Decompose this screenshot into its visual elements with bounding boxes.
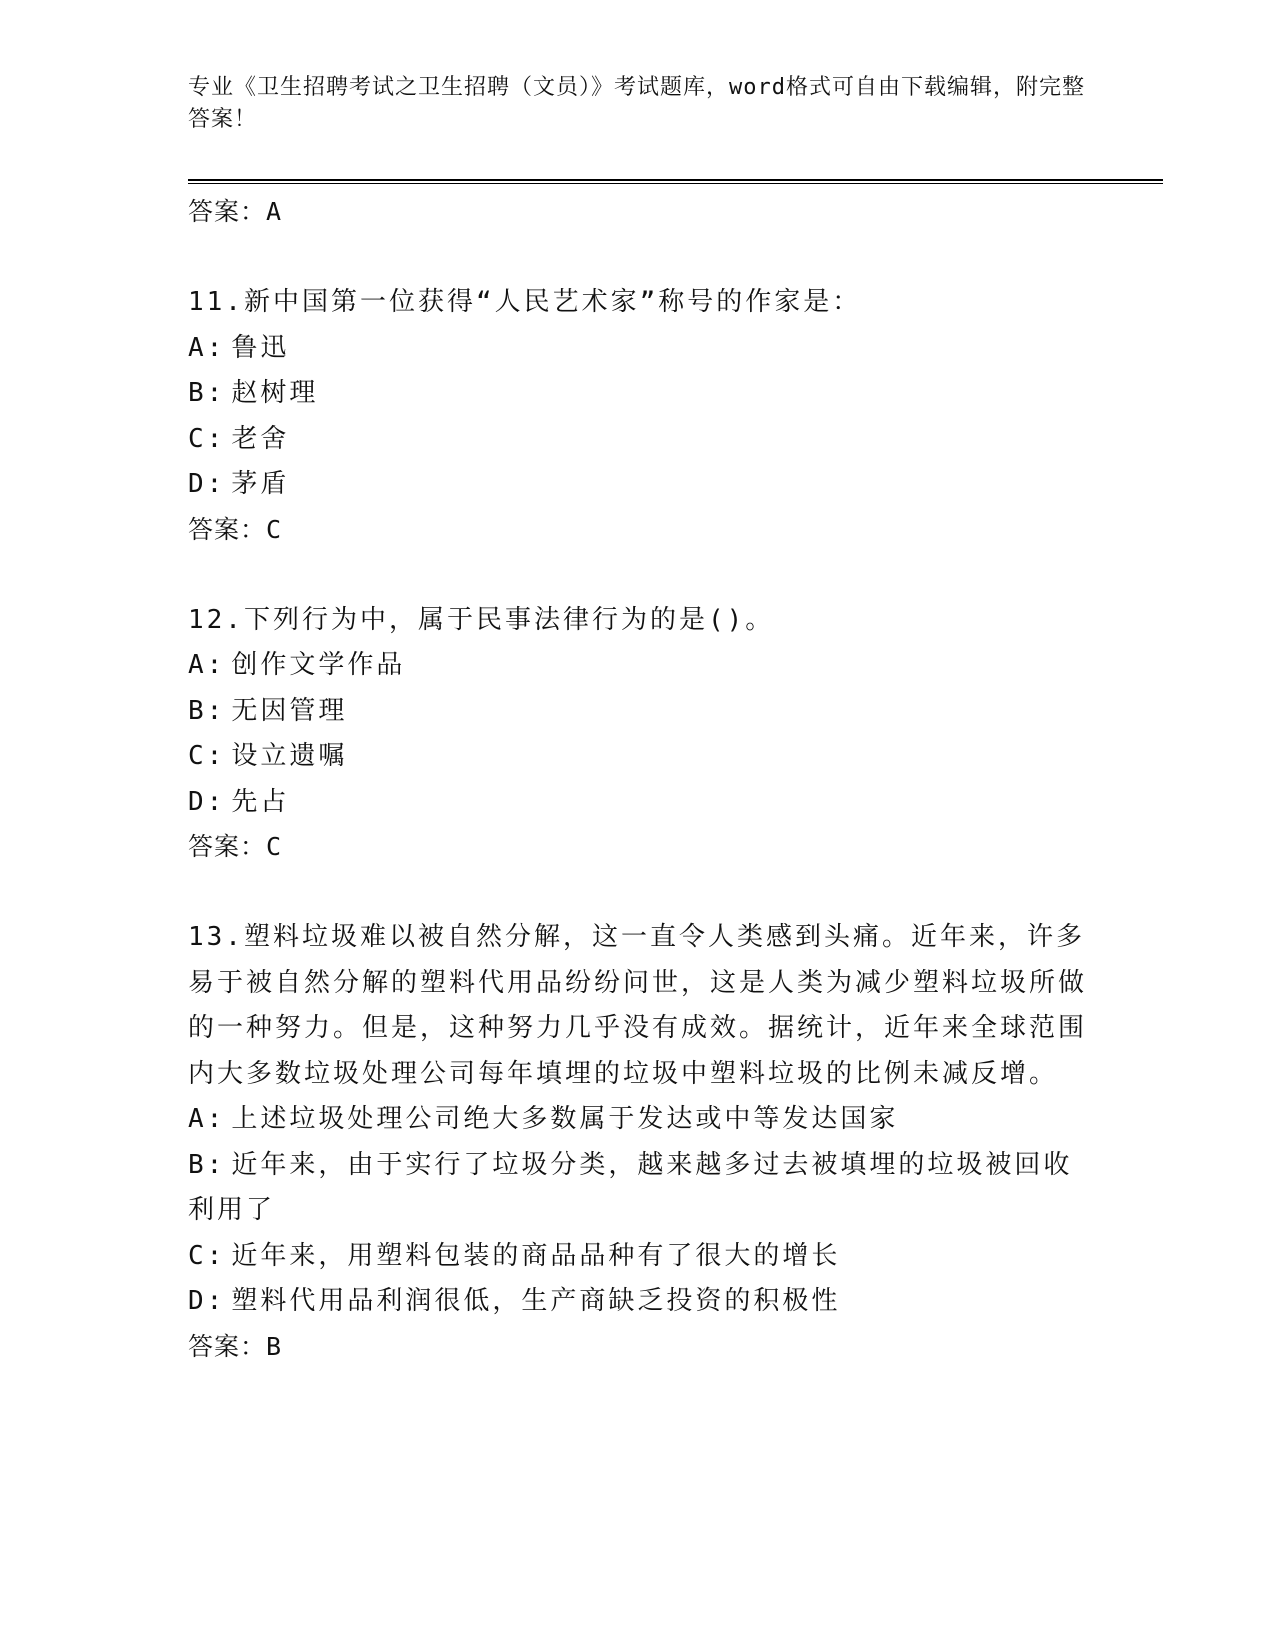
header-divider [188, 179, 1163, 184]
answer-line [188, 508, 1088, 552]
option-d [188, 462, 1088, 508]
option-d [188, 1279, 1088, 1325]
answer-value: C [266, 514, 283, 544]
option-letter: B: [188, 695, 226, 726]
option-letter: D: [188, 1286, 226, 1316]
option-c [188, 734, 1088, 780]
option-text: 赵树理 [231, 378, 319, 408]
option-text: 老舍 [231, 423, 290, 454]
question-text: 11.新中国第一位获得“人民艺术家”称号的作家是： [188, 287, 862, 317]
answer-value: B [266, 1331, 283, 1361]
answer-label: 答案： [188, 197, 267, 226]
document-header: 专业《卫生招聘考试之卫生招聘（文员）》考试题库，word格式可自由下载编辑，附完整答案！ [188, 75, 1085, 132]
option-a [188, 1097, 1088, 1143]
document-body [188, 190, 1088, 1369]
option-text: 创作文学作品 [231, 650, 406, 680]
answer-label: 答案： [188, 832, 267, 861]
option-a [188, 643, 1088, 689]
option-a [188, 326, 1088, 372]
option-text: 无因管理 [231, 695, 348, 726]
option-c [188, 417, 1088, 463]
answer-value: A [266, 197, 283, 226]
option-b [188, 371, 1088, 417]
option-c [188, 1234, 1088, 1280]
question-13 [188, 915, 1088, 1369]
question-11 [188, 280, 1088, 552]
option-text: 茅盾 [231, 469, 290, 499]
option-d [188, 780, 1088, 826]
option-text: 近年来，由于实行了垃圾分类，越来越多过去被填埋的垃圾被回收利用了 [188, 1149, 1073, 1225]
option-letter: C: [188, 1240, 226, 1271]
option-text: 设立遗嘱 [231, 741, 348, 771]
answer-value: C [266, 832, 283, 861]
option-text: 先占 [231, 786, 290, 817]
answer-line [188, 1325, 1088, 1369]
answer-line [188, 190, 1088, 234]
option-letter: D: [188, 786, 226, 817]
option-letter: A: [188, 1104, 226, 1134]
option-b [188, 689, 1088, 735]
answer-label: 答案： [188, 1331, 267, 1361]
option-letter: C: [188, 741, 226, 771]
option-letter: C: [188, 423, 226, 454]
answer-line [188, 825, 1088, 869]
option-text: 近年来，用塑料包装的商品品种有了很大的增长 [231, 1240, 841, 1271]
option-text: 塑料代用品利润很低，生产商缺乏投资的积极性 [231, 1286, 841, 1316]
question-12 [188, 598, 1088, 870]
option-text: 上述垃圾处理公司绝大多数属于发达或中等发达国家 [231, 1104, 899, 1134]
option-b [188, 1143, 1088, 1234]
option-letter: D: [188, 469, 226, 499]
answer-label: 答案： [188, 514, 267, 544]
option-letter: B: [188, 1149, 226, 1180]
question-text: 12.下列行为中，属于民事法律行为的是()。 [188, 604, 775, 635]
option-letter: A: [188, 332, 226, 363]
question-text: 13.塑料垃圾难以被自然分解，这一直令人类感到头痛。近年来，许多易于被自然分解的塑料代用品纷纷问世，这是人类为减少塑料垃圾所做的一种努力。但是，这种努力几乎没有成效。据统计，近年来全球范围内大多数垃圾处理公司每年填埋的垃圾中塑料垃圾的比例未减反增。 [188, 922, 1088, 1089]
option-text: 鲁迅 [231, 332, 290, 363]
option-letter: A: [188, 650, 226, 680]
option-letter: B: [188, 378, 226, 408]
